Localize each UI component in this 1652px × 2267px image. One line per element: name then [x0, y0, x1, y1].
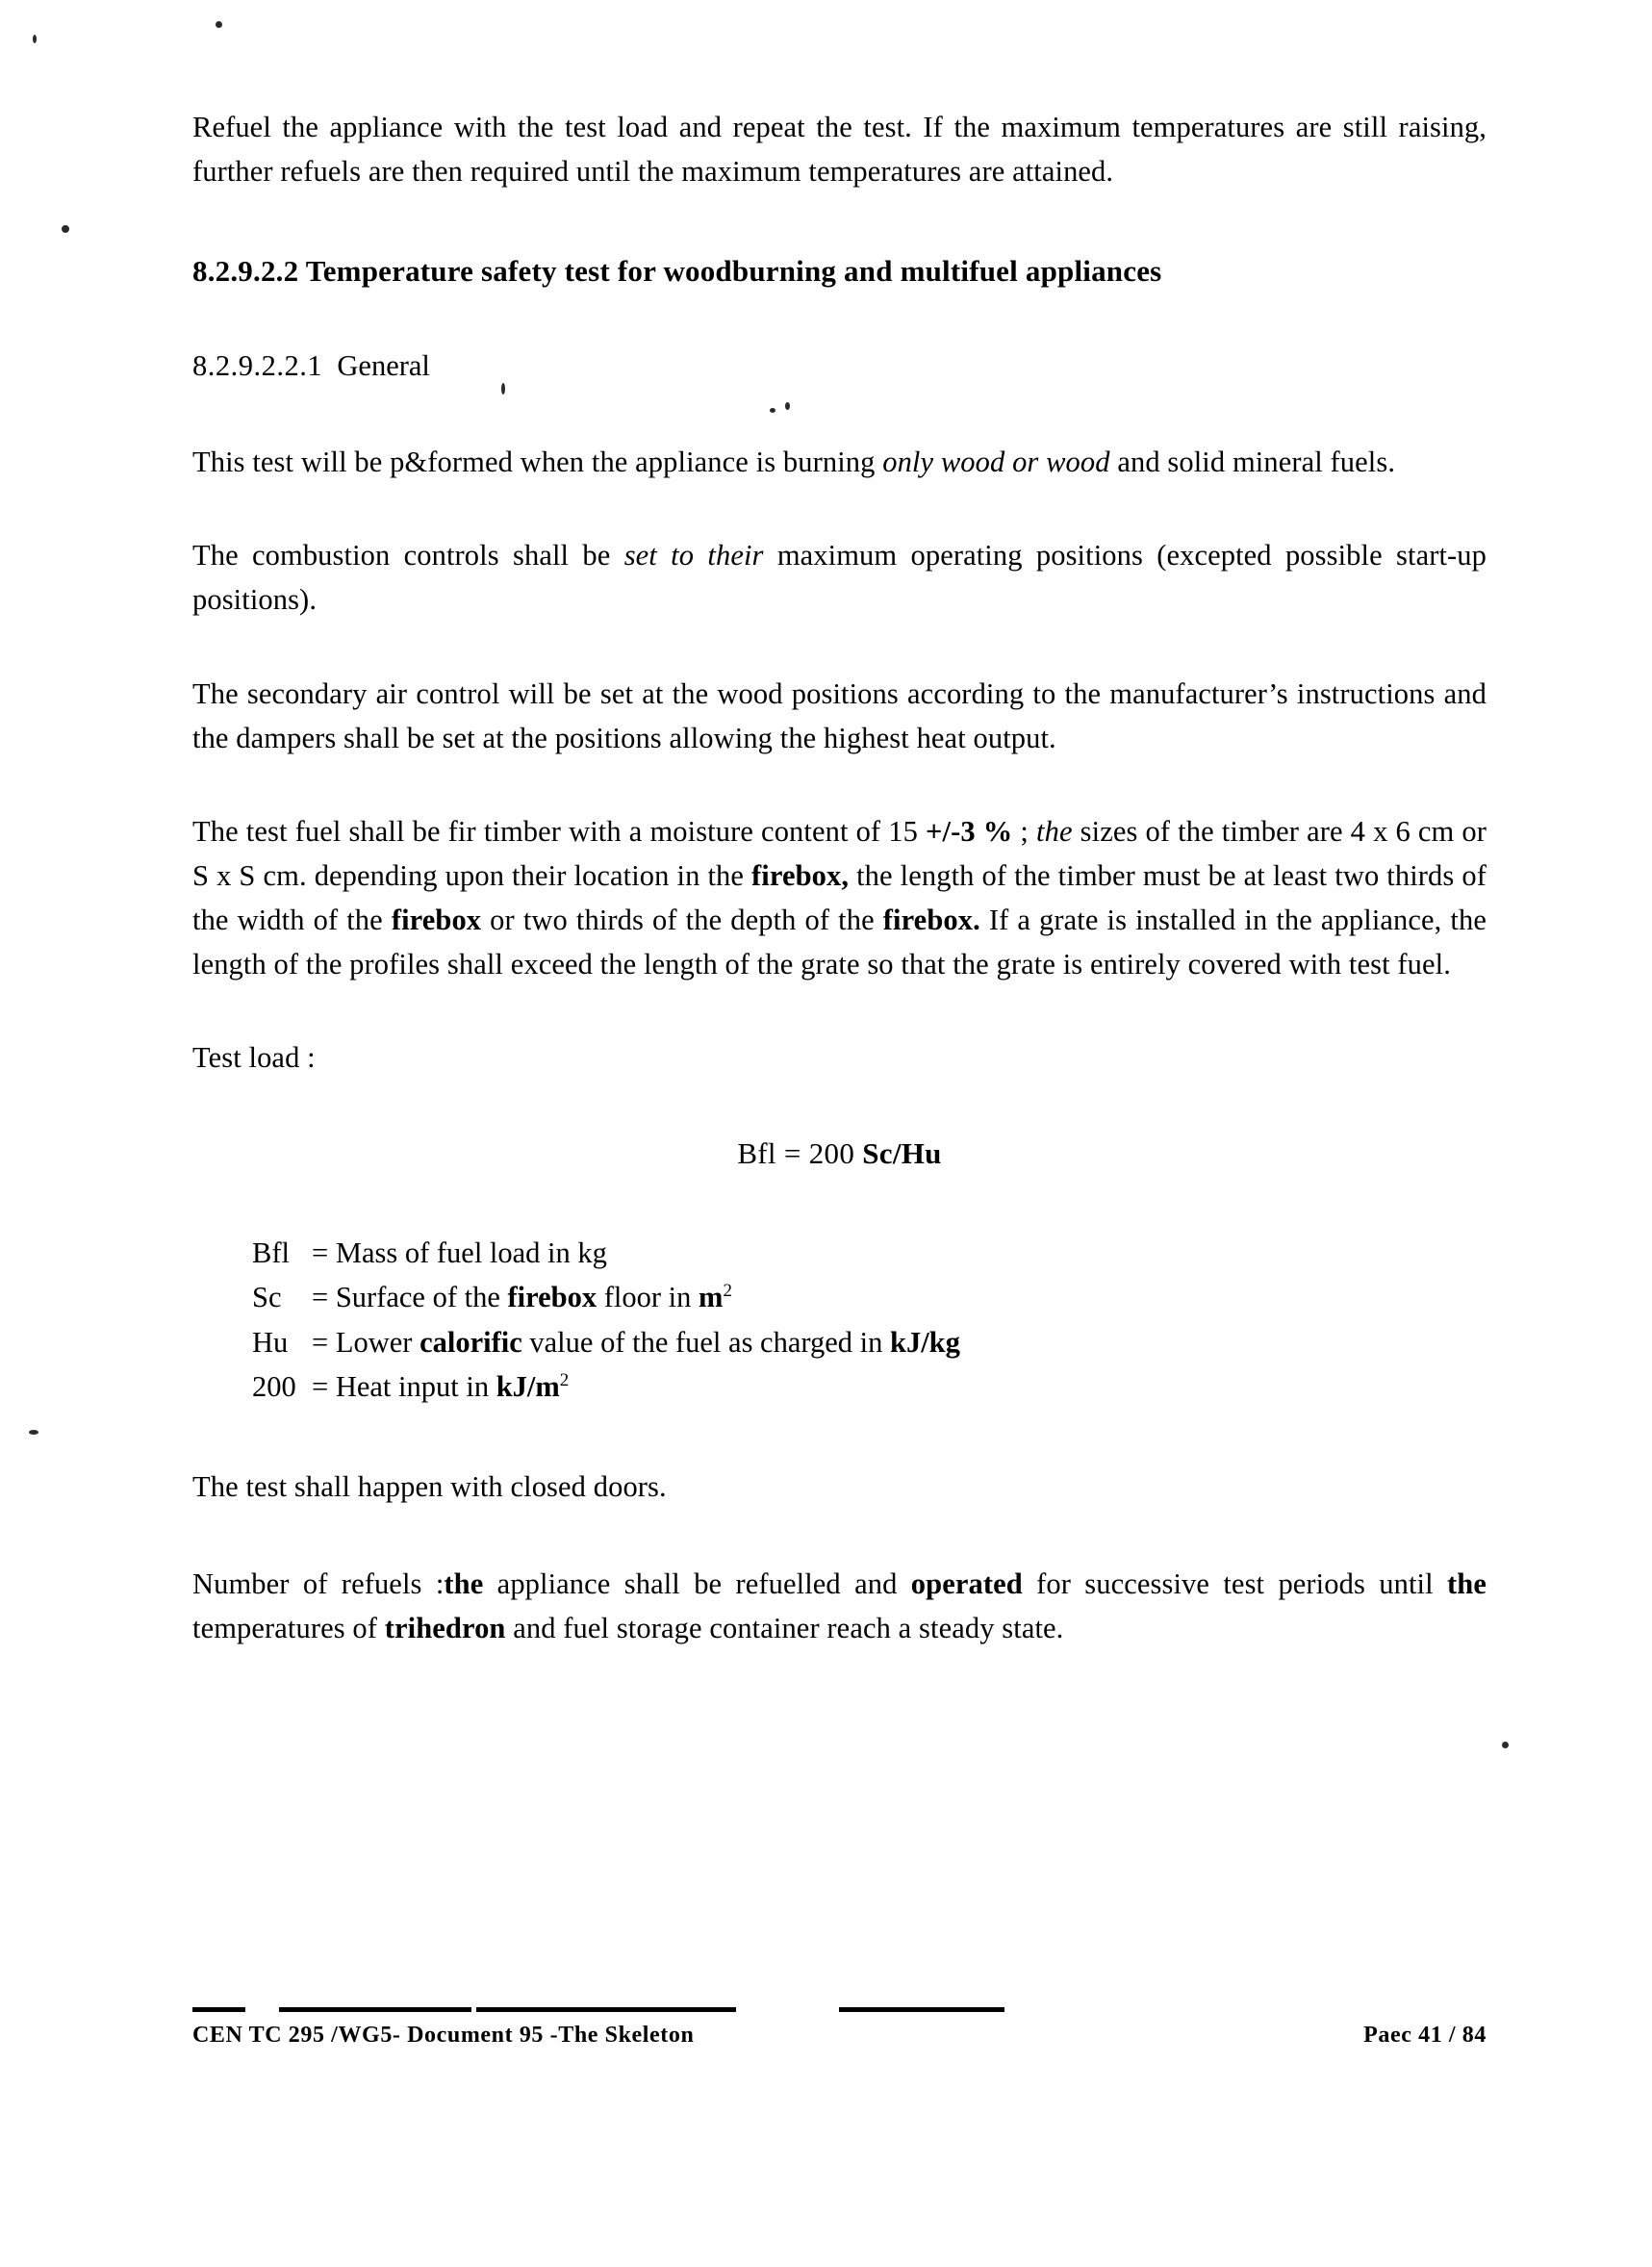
formula-coefficient: 200: [808, 1136, 855, 1171]
text-fragment: or two thirds of the depth of the: [481, 903, 883, 936]
paragraph-test-performed: [192, 441, 1487, 485]
bold-fragment: +/-3 %: [926, 815, 1013, 849]
definition-separator: =: [312, 1281, 329, 1314]
text-fragment: sizes of the timber are 4 x 6 cm or S x S cm. depending upon their location in the: [192, 815, 1487, 893]
footer-document-reference: CEN TC 295 /WG5- Document 95 -The Skeleton: [192, 2023, 695, 2048]
section-heading: 8.2.9.2.2 Temperature safety test for woodburning and multifuel appliances: [192, 253, 1162, 288]
text-fragment: The test fuel shall be fir timber with a moisture content of 15: [192, 815, 927, 849]
bold-fragment: the: [444, 1567, 484, 1601]
test-load-label: Test load :: [192, 1041, 316, 1075]
subsection-title: General: [337, 348, 430, 382]
paragraph-test-fuel: [192, 810, 1487, 986]
bold-fragment: the: [1447, 1567, 1487, 1601]
definition-text: value of the fuel as charged in: [521, 1325, 890, 1359]
footer-rule-segment: [476, 2007, 736, 2012]
definition-item: [252, 1364, 1487, 1409]
definition-separator: =: [312, 1370, 329, 1404]
bold-fragment: trihedron: [384, 1612, 506, 1645]
definition-term: Bfl: [252, 1236, 290, 1270]
scan-speckle: [216, 21, 222, 28]
definition-text: Surface of the: [328, 1281, 508, 1314]
scan-speckle: [1502, 1742, 1509, 1748]
page-footer: [192, 2001, 1487, 2057]
text-fragment: and fuel storage container reach a steady state.: [505, 1612, 1064, 1645]
document-body: [192, 106, 1487, 1651]
text-fragment: for successive test periods until: [1022, 1567, 1448, 1601]
definition-term: Hu: [252, 1325, 289, 1359]
footer-rule-segment: [192, 2007, 245, 2012]
scan-speckle: [33, 35, 37, 43]
definition-superscript: 2: [559, 1370, 570, 1390]
definition-unit: kJ/kg: [890, 1325, 960, 1359]
definition-text: floor in: [597, 1281, 699, 1314]
definition-item: [252, 1231, 1487, 1275]
text-fragment: Number of refuels :: [192, 1567, 445, 1601]
intro-paragraph: Refuel the appliance with the test load and repeat the test. If the maximum temperatures are still raising, further refuels are then required until the maximum temperatures are attained.: [192, 111, 1487, 188]
text-fragment: and solid mineral fuels.: [1109, 445, 1396, 478]
bold-fragment: firebox: [507, 1281, 597, 1314]
formula-expression: Sc/Hu: [862, 1136, 942, 1171]
definition-superscript: 2: [723, 1281, 732, 1302]
definition-unit: kJ/m: [496, 1370, 560, 1404]
footer-rule-segment: [279, 2007, 471, 2012]
definition-term: 200: [252, 1370, 296, 1404]
paragraph-secondary-air: The secondary air control will be set at the wood positions according to the manufacturer’s instructions and the dampers shall be set at the positions allowing the highest heat output.: [192, 676, 1487, 754]
bold-fragment: firebox: [391, 903, 482, 936]
definition-item: [252, 1320, 1487, 1364]
footer-page-number: Paec 41 / 84: [1363, 2023, 1487, 2048]
text-fragment: ;: [1012, 815, 1037, 849]
text-fragment: The combustion controls shall be: [192, 539, 624, 573]
bold-fragment: operated: [910, 1567, 1023, 1601]
definition-text: Lower: [328, 1325, 420, 1359]
subsection-heading: [192, 345, 1487, 387]
scan-speckle: [62, 225, 69, 233]
definition-text: Mass of fuel load in kg: [328, 1236, 607, 1270]
text-fragment: This test will be p&formed when the appliance is burning: [192, 445, 883, 478]
subsection-number: 8.2.9.2.2.1: [192, 348, 323, 382]
text-fragment: maximum operating positions (excepted possible start-up positions).: [192, 539, 1487, 617]
paragraph-combustion-controls: [192, 534, 1487, 623]
text-fragment: If a grate is installed in the appliance, the length of the profiles shall exceed the length of the grate so that the grate is entirely covered with test fuel.: [192, 903, 1487, 981]
definition-separator: =: [312, 1236, 329, 1270]
scan-speckle: [29, 1430, 38, 1435]
formula-test-load: [192, 1136, 1487, 1171]
footer-rule-segment: [839, 2007, 1004, 2012]
definition-separator: =: [312, 1325, 329, 1359]
paragraph-closed-doors: The test shall happen with closed doors.: [192, 1469, 667, 1503]
formula-lhs: Bfl: [737, 1136, 776, 1171]
text-fragment: appliance shall be refuelled and: [483, 1567, 911, 1601]
formula-equals: =: [783, 1136, 801, 1171]
definition-item: [252, 1275, 1487, 1319]
definition-unit: m: [699, 1281, 724, 1314]
text-fragment: temperatures of: [192, 1612, 385, 1645]
text-fragment: the length of the timber must be at least two thirds of the width of the: [192, 859, 1487, 936]
definition-text: Heat input in: [328, 1370, 496, 1404]
emphasis-fragment: the: [1036, 815, 1073, 849]
emphasis-fragment: set to their: [623, 539, 764, 573]
formula-definitions-list: [192, 1231, 1487, 1409]
emphasis-fragment: only wood or wood: [882, 445, 1110, 478]
bold-fragment: calorific: [419, 1325, 522, 1359]
definition-term: Sc: [252, 1281, 282, 1314]
footer-text-row: [192, 2023, 1487, 2057]
bold-fragment: firebox,: [751, 859, 850, 893]
bold-fragment: firebox.: [882, 903, 980, 936]
paragraph-refuels: [192, 1563, 1487, 1651]
footer-rule-group: [192, 2001, 1487, 2017]
